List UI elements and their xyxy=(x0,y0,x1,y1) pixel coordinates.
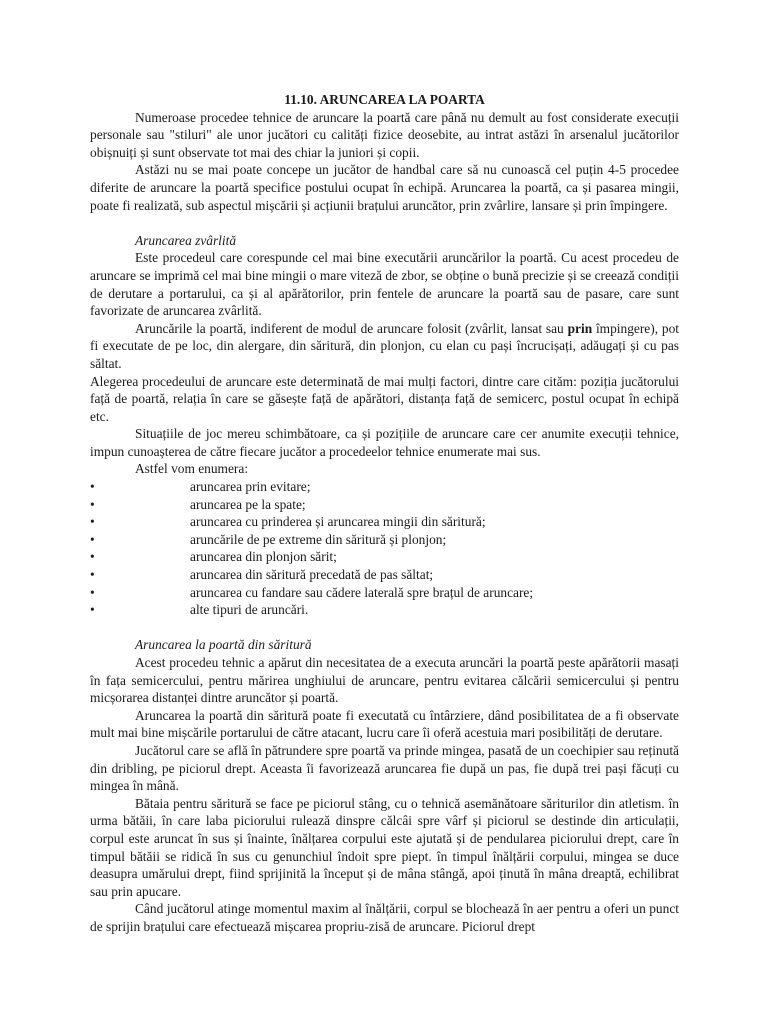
document-page xyxy=(90,91,679,936)
list-item-text: aruncarea din plonjon sărit; xyxy=(190,549,337,565)
list-item xyxy=(90,566,679,584)
saritura-paragraph-4: Bătaia pentru săritură se face pe piciorul stâng, cu o tehnică asemănătoare săriturilor din atletism. în urma bătăii, în care laba piciorului rulează dinspre călcâi spre vârf și piciorul se destinde din articulații, corpul este aruncat în sus și înainte, înălțarea corpului este ajutată și de pendularea piciorului drept, care în timpul bătăii se ridică în sus cu genunchiul îndoit spre piept. în timpul înălțării corpului, mingea se duce deasupra umărului drept, fiind sprijinită la început și de mâna stângă, apoi ținută în mâna dreaptă, echilibrat sau prin apucare. xyxy=(90,795,679,899)
list-item xyxy=(90,513,679,531)
list-item-text: aruncarea cu fandare sau cădere laterală spre brațul de aruncare; xyxy=(190,584,534,600)
enumeration-intro: Astfel vom enumera: xyxy=(135,461,249,477)
spacer xyxy=(90,619,679,637)
saritura-paragraph-3: Jucătorul care se află în pătrundere spre poartă va prinde mingea, pasată de un coechipier sau reținută din dribling, pe piciorul drept. Aceasta îi favorizează aruncarea fie după un pas, fie după trei pași făcuți cu mingea în mână. xyxy=(90,742,679,794)
bullet-icon: • xyxy=(90,514,95,530)
spacer xyxy=(90,214,679,232)
list-item-text: aruncarea cu prinderea și aruncarea mingii din săritură; xyxy=(190,514,486,530)
intro-paragraph-2: Astăzi nu se mai poate concepe un jucător de handbal care să nu cunoască cel puțin 4-5 procedee diferite de aruncare la poartă specifice postului ocupat în echipă. Aruncarea la poartă, ca și pasarea mingii, poate fi realizată, sub aspectul mișcării și acțiunii brațului aruncător, prin zvârlire, lansare și prin împingere. xyxy=(90,162,679,213)
saritura-paragraph-5: Când jucătorul atinge momentul maxim al înălțării, corpul se blochează în aer pentru a oferi un punct de sprijin brațului care efectuează mișcarea propriu-zisă de aruncare. Piciorul drept xyxy=(90,901,679,934)
list-item-text: aruncarea din săritură precedată de pas săltat; xyxy=(190,567,434,583)
bullet-icon: • xyxy=(90,496,95,512)
bullet-icon: • xyxy=(90,567,95,583)
list-item-text: aruncarea prin evitare; xyxy=(190,479,311,495)
list-item xyxy=(90,496,679,514)
list-item xyxy=(90,584,679,602)
bold-word: prin xyxy=(567,320,593,336)
saritura-paragraph-2: Aruncarea la poartă din săritură poate fi executată cu întârziere, dând posibilitatea de a fi observate mult mai bine mișcările portarului de către atacant, lucru care îi oferă acestuia mari posibilități de derutare. xyxy=(90,707,679,741)
zvarlita-paragraph-1: Este procedeul care corespunde cel mai bine executării aruncărilor la poartă. Cu acest procedeu de aruncare se imprimă cel mai bine mingii o mare viteză de zbor, se obține o bună precizie și se creează condiții de derutare a portarului, ca și al apărătorilor, prin fentele de aruncare la poartă sau de pasare, care sunt favorizate de aruncarea zvârlită. xyxy=(90,250,679,319)
subheading-aruncarea-zvarlita: Aruncarea zvârlită xyxy=(135,232,237,248)
subheading-aruncarea-din-saritura: Aruncarea la poartă din săritură xyxy=(135,637,312,653)
zvarlita-paragraph-2 xyxy=(90,320,679,373)
list-item xyxy=(90,478,679,496)
bullet-icon: • xyxy=(90,531,95,547)
intro-paragraph-1: Numeroase procedee tehnice de aruncare la poartă care până nu demult au fost considerate execuții personale sau "stiluri" ale unor jucători cu calități fizice deosebite, au intrat astăzi în arsenalul jucătorilor obișnuiți și sunt observate tot mai des chiar la juniori și copii. xyxy=(90,109,679,160)
saritura-paragraph-1: Acest procedeu tehnic a apărut din necesitatea de a executa aruncări la poartă peste apărătorii masați în fața semicercului, pentru mărirea unghiului de aruncare, pentru evitarea călcării semicercului și pentru micșorarea distanței dintre aruncător și poartă. xyxy=(90,655,679,706)
bullet-icon: • xyxy=(90,549,95,565)
zvarlita-paragraph-3: Alegerea procedeului de aruncare este determinată de mai mulți factori, dintre care cităm: poziția jucătorului față de poartă, relația în care se găsește față de apărători, distanța față de semicerc, postul ocupat în echipă etc. xyxy=(90,373,679,424)
bullet-icon: • xyxy=(90,584,95,600)
list-item xyxy=(90,548,679,566)
paragraph-text: împingere), pot fi executate de pe loc, din alergare, din săritură, din plonjon, cu elan cu pași încrucișați, adăugați și cu pas săltat. xyxy=(90,320,679,371)
bullet-list xyxy=(90,478,679,619)
list-item-text: aruncările de pe extreme din săritură și plonjon; xyxy=(190,531,447,547)
paragraph-text: Aruncările la poartă, indiferent de modul de aruncare folosit (zvârlit, lansat sau xyxy=(135,320,568,336)
bullet-icon: • xyxy=(90,479,95,495)
list-item-text: alte tipuri de aruncări. xyxy=(190,602,309,618)
zvarlita-paragraph-4: Situațiile de joc mereu schimbătoare, ca și pozițiile de aruncare care cer anumite execuții tehnice, impun cunoașterea de către fiecare jucător a procedeelor tehnice enumerate mai sus. xyxy=(90,426,679,459)
bullet-icon: • xyxy=(90,602,95,618)
list-item-text: aruncarea pe la spate; xyxy=(190,496,306,512)
section-title: 11.10. ARUNCAREA LA POARTA xyxy=(284,92,485,107)
list-item xyxy=(90,531,679,549)
list-item xyxy=(90,601,679,619)
